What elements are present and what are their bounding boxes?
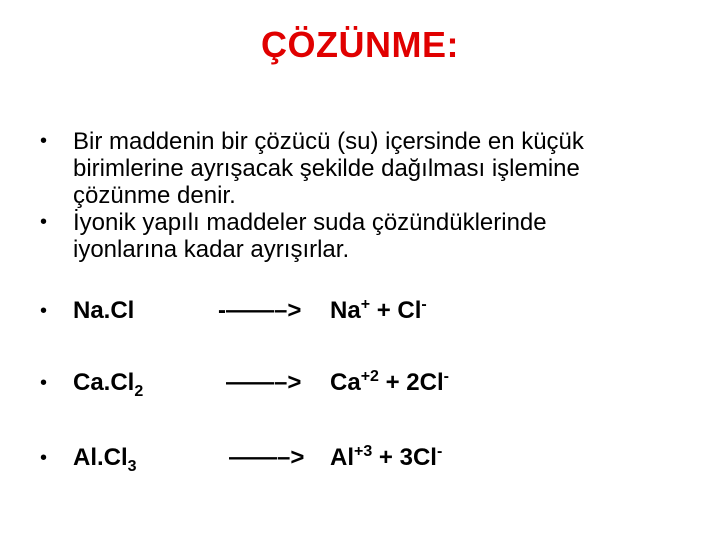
bullet-marker: • bbox=[40, 211, 48, 233]
bullet-marker: • bbox=[40, 447, 48, 469]
reaction-cacl2 bbox=[40, 368, 700, 398]
slide-title: ÇÖZÜNME: bbox=[261, 24, 459, 65]
bullet-line: birimlerine ayrışacak şekilde dağılması işlemine bbox=[73, 155, 580, 182]
reactant-subscript: 2 bbox=[134, 383, 144, 400]
cation: Na bbox=[330, 297, 361, 324]
reaction-nacl bbox=[40, 296, 700, 326]
bullet-ionic bbox=[40, 209, 700, 263]
reactant-formula: Ca.Cl bbox=[73, 369, 135, 396]
bullet-line: iyonlarına kadar ayrışırlar. bbox=[73, 236, 350, 263]
products bbox=[330, 443, 442, 473]
reactant: Na.Cl bbox=[73, 297, 135, 324]
bullet-marker: • bbox=[40, 130, 48, 152]
reaction-arrow: ——–> bbox=[226, 369, 302, 396]
cation-charge: +3 bbox=[354, 443, 373, 460]
anion: Cl bbox=[419, 369, 444, 396]
bullet-line: Bir maddenin bir çözücü (su) içersinde en küçük bbox=[73, 128, 584, 155]
reactant bbox=[73, 443, 137, 473]
cation-charge: + bbox=[360, 296, 371, 313]
anion-charge: - bbox=[421, 296, 427, 313]
cation: Al bbox=[330, 444, 354, 471]
plus-sign: + bbox=[376, 297, 391, 324]
anion: Cl bbox=[412, 444, 437, 471]
anion-charge: - bbox=[436, 443, 443, 460]
reaction-arrow: -——–> bbox=[218, 297, 302, 324]
plus-sign: + bbox=[385, 369, 400, 396]
reactant-subscript: 3 bbox=[127, 458, 137, 475]
cation-charge: +2 bbox=[360, 368, 379, 385]
bullet-line: çözünme denir. bbox=[73, 182, 236, 209]
cation: Ca bbox=[330, 369, 361, 396]
products bbox=[330, 296, 427, 326]
bullet-list bbox=[40, 128, 700, 263]
bullet-marker: • bbox=[40, 372, 48, 394]
plus-sign: + bbox=[378, 444, 393, 471]
bullet-line: İyonik yapılı maddeler suda çözündüklerinde bbox=[73, 209, 547, 236]
anion: Cl bbox=[397, 297, 422, 324]
reactant bbox=[73, 368, 143, 398]
anion-coefficient: 3 bbox=[399, 444, 413, 471]
reaction-arrow: ——–> bbox=[229, 444, 305, 471]
anion-charge: - bbox=[443, 368, 449, 385]
reaction-alcl3 bbox=[40, 443, 700, 473]
bullet-definition bbox=[40, 128, 700, 209]
reactant-formula: Al.Cl bbox=[73, 444, 128, 471]
bullet-marker: • bbox=[40, 300, 48, 322]
products bbox=[330, 368, 449, 398]
anion-coefficient: 2 bbox=[406, 369, 420, 396]
